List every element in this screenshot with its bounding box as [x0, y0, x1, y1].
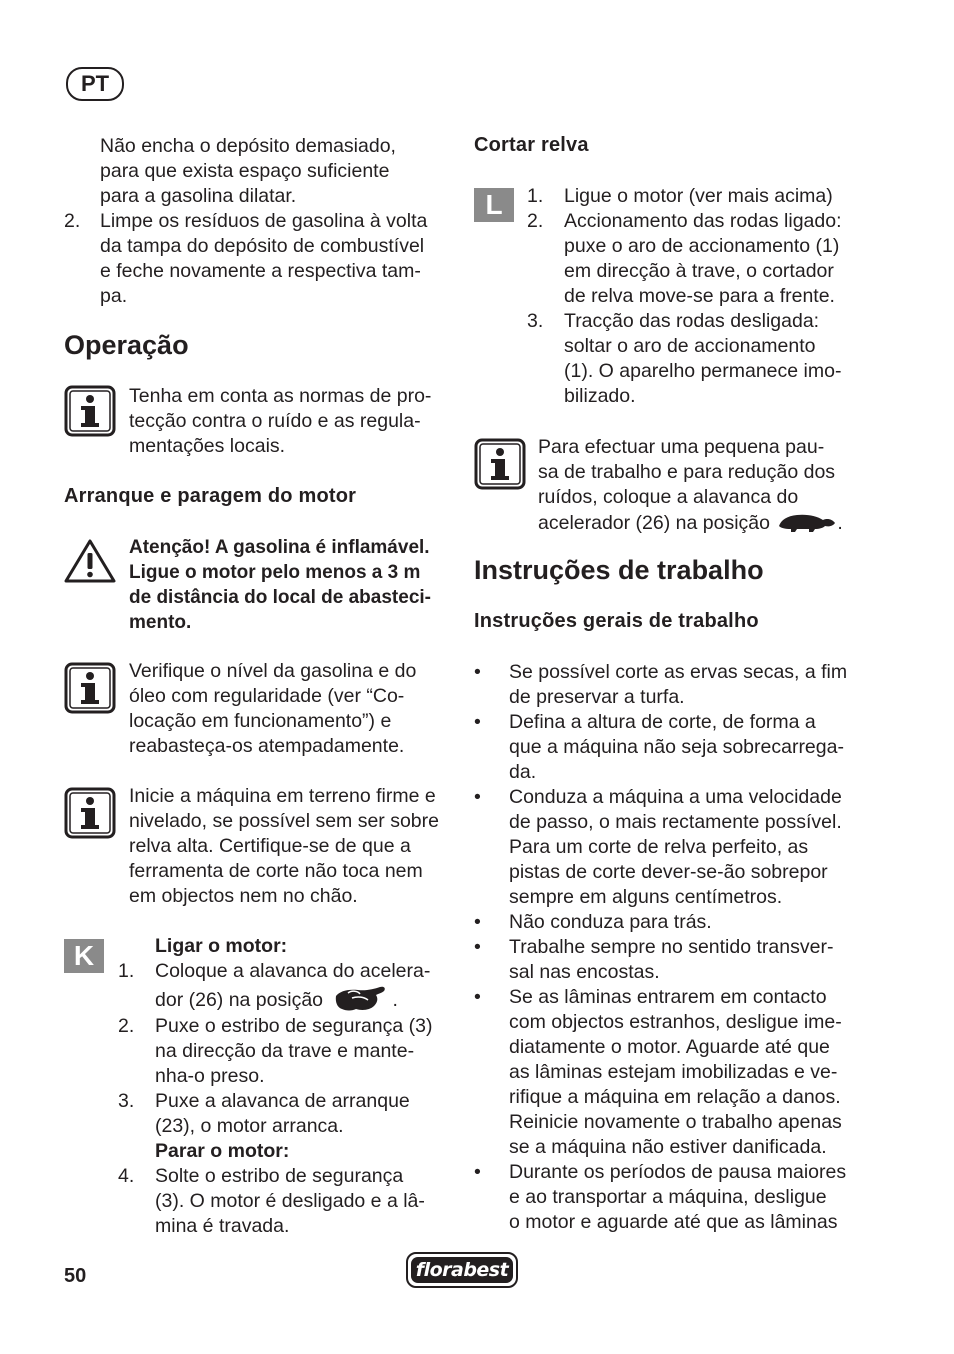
text-line: para que exista espaço suficiente [100, 160, 390, 182]
engine-steps [118, 934, 458, 1239]
text-line: de passo, o mais rectamente possível. [509, 811, 842, 833]
text-line [155, 984, 458, 1014]
bullet: • [474, 936, 481, 958]
language-badge: PT [66, 67, 124, 101]
turtle-icon [777, 510, 837, 534]
rabbit-icon [332, 984, 388, 1014]
list-item [527, 309, 867, 409]
text-line: nivelado, se possível sem ser sobre [129, 810, 439, 832]
text-line: (1). O aparelho permanece imo- [564, 360, 842, 382]
heading-cortar-relva: Cortar relva [474, 134, 589, 156]
text-line: Defina a altura de corte, de forma a [509, 711, 816, 733]
page-number: 50 [64, 1265, 87, 1287]
text-line [538, 510, 843, 536]
list-number: 3. [527, 310, 544, 332]
text-line: sempre em alguns centímetros. [509, 886, 783, 908]
list-item [118, 1089, 458, 1139]
figure-ref-l: L [474, 188, 514, 222]
text-line: tecção contra o ruído e as regula- [129, 410, 421, 432]
text-fragment: . [392, 989, 398, 1011]
intro-continuation [100, 134, 396, 209]
text-line: com objectos estranhos, desligue ime- [509, 1011, 842, 1033]
text-line: da tampa do depósito de combustível [100, 235, 425, 257]
text-line: locação em funcionamento”) e [129, 710, 392, 732]
text-line: Limpe os resíduos de gasolina à volta [100, 210, 428, 232]
text-line: ruídos, coloque a alavanca do [538, 486, 799, 508]
subheading-instrucoes-gerais: Instruções gerais de trabalho [474, 610, 759, 632]
text-fragment: acelerador (26) na posição [538, 512, 770, 534]
text-line: Se as lâminas entrarem em contacto [509, 986, 827, 1008]
brand-logo [406, 1252, 518, 1288]
text-line: diatamente o motor. Aguarde até que [509, 1036, 830, 1058]
work-instructions-list [474, 660, 874, 1235]
text-line: Ligue o motor (ver mais acima) [564, 185, 833, 207]
text-line: Para efectuar uma pequena pau- [538, 436, 825, 458]
text-line: Tenha em conta as normas de pro- [129, 385, 432, 407]
bullet: • [474, 911, 481, 933]
note-pause [538, 435, 843, 536]
heading-operacao: Operação [64, 330, 189, 360]
text-line: Não conduza para trás. [509, 911, 712, 933]
text-line: o motor e aguarde até que as lâminas [509, 1211, 838, 1233]
list-item [118, 959, 458, 1014]
text-line: Puxe a alavanca de arranque [155, 1090, 410, 1112]
text-line: (23), o motor arranca. [155, 1115, 344, 1137]
stop-engine-title: Parar o motor: [155, 1140, 290, 1162]
list-item [527, 184, 867, 209]
text-line: Inicie a máquina em terreno firme e [129, 785, 436, 807]
bullet: • [474, 711, 481, 733]
note-levels [129, 659, 416, 759]
note-terrain [129, 784, 439, 909]
text-line: e ao transportar a máquina, desligue [509, 1186, 827, 1208]
text-line: Trabalhe sempre no sentido transver- [509, 936, 834, 958]
text-line: Não encha o depósito demasiado, [100, 135, 396, 157]
text-line: Coloque a alavanca do acelera- [155, 960, 431, 982]
text-line: rifique a máquina em relação a danos. [509, 1086, 841, 1108]
text-line: Tracção das rodas desligada: [564, 310, 820, 332]
text-line: na direcção da trave e mante- [155, 1040, 415, 1062]
text-line: soltar o aro de accionamento [564, 335, 816, 357]
list-number: 3. [118, 1090, 135, 1112]
bullet-item [474, 985, 874, 1160]
list-number: 2. [527, 210, 544, 232]
list-item [118, 1014, 458, 1089]
text-line: Ligue o motor pelo menos a 3 m [129, 562, 421, 583]
bullet-item [474, 660, 874, 710]
logo-wordmark: florabest [411, 1257, 513, 1283]
text-line: puxe o aro de accionamento (1) [564, 235, 840, 257]
text-line: em objectos nem no chão. [129, 885, 358, 907]
text-line: e feche novamente a respectiva tam- [100, 260, 421, 282]
info-icon [474, 438, 526, 490]
text-line: (3). O motor é desligado e a lâ- [155, 1190, 425, 1212]
warning-icon [63, 538, 117, 584]
text-line: para a gasolina dilatar. [100, 185, 297, 207]
text-line: de relva move-se para a frente. [564, 285, 835, 307]
text-line: Verifique o nível da gasolina e do [129, 660, 417, 682]
heading-instrucoes: Instruções de trabalho [474, 555, 764, 585]
text-line: pa. [100, 285, 128, 307]
bullet-item [474, 935, 874, 985]
text-line: as lâminas estejam imobilizadas e ve- [509, 1061, 838, 1083]
bullet: • [474, 661, 481, 683]
info-icon [64, 787, 116, 839]
start-engine-title: Ligar o motor: [155, 935, 288, 957]
text-line: ferramenta de corte não toca nem [129, 860, 423, 882]
text-line: Se possível corte as ervas secas, a fim [509, 661, 848, 683]
text-line: bilizado. [564, 385, 636, 407]
text-line: que a máquina não seja sobrecarrega- [509, 736, 844, 758]
text-line: Para um corte de relva perfeito, as [509, 836, 809, 858]
text-line: reabasteça-os atempadamente. [129, 735, 405, 757]
list-number: 1. [527, 185, 544, 207]
bullet-item [474, 785, 874, 910]
text-line: Accionamento das rodas ligado: [564, 210, 842, 232]
text-line: relva alta. Certifique-se de que a [129, 835, 411, 857]
bullet-item [474, 910, 874, 935]
list-number: 1. [118, 960, 135, 982]
text-line: Durante os períodos de pausa maiores [509, 1161, 847, 1183]
list-item [118, 1164, 458, 1239]
text-line: Solte o estribo de segurança [155, 1165, 404, 1187]
list-item [527, 209, 867, 309]
text-line: Reinicie novamente o trabalho apenas [509, 1111, 842, 1133]
text-fragment: . [837, 512, 843, 534]
text-line: Conduza a máquina a uma velocidade [509, 786, 842, 808]
text-line: de preservar a turfa. [509, 686, 685, 708]
text-fragment: dor (26) na posição [155, 989, 324, 1011]
text-line: óleo com regularidade (ver “Co- [129, 685, 405, 707]
bullet-item [474, 710, 874, 785]
text-line: se a máquina não estiver danificada. [509, 1136, 827, 1158]
text-line: sa de trabalho e para redução dos [538, 461, 836, 483]
list-item-2 [64, 209, 464, 309]
text-line: sal nas encostas. [509, 961, 660, 983]
warning-text [129, 535, 431, 635]
list-number: 4. [118, 1165, 135, 1187]
bullet: • [474, 786, 481, 808]
text-line: da. [509, 761, 537, 783]
list-number: 2. [64, 210, 81, 232]
text-line: de distância do local de abasteci- [129, 587, 431, 608]
bullet: • [474, 986, 481, 1008]
info-icon [64, 385, 116, 437]
info-icon [64, 662, 116, 714]
text-line: mentações locais. [129, 435, 286, 457]
note-noise [129, 384, 431, 459]
text-line: Atenção! A gasolina é inflamável. [129, 537, 430, 558]
mowing-steps [527, 184, 867, 409]
text-line: Puxe o estribo de segurança (3) [155, 1015, 433, 1037]
figure-ref-k: K [64, 939, 104, 973]
text-line: pistas de corte dever-se-ão sobrepor [509, 861, 828, 883]
list-number: 2. [118, 1015, 135, 1037]
text-line: nha-o preso. [155, 1065, 265, 1087]
text-line: em direcção à trave, o cortador [564, 260, 834, 282]
text-line: mento. [129, 612, 192, 633]
heading-arranque: Arranque e paragem do motor [64, 485, 357, 507]
text-line: mina é travada. [155, 1215, 290, 1237]
bullet: • [474, 1161, 481, 1183]
bullet-item [474, 1160, 874, 1235]
